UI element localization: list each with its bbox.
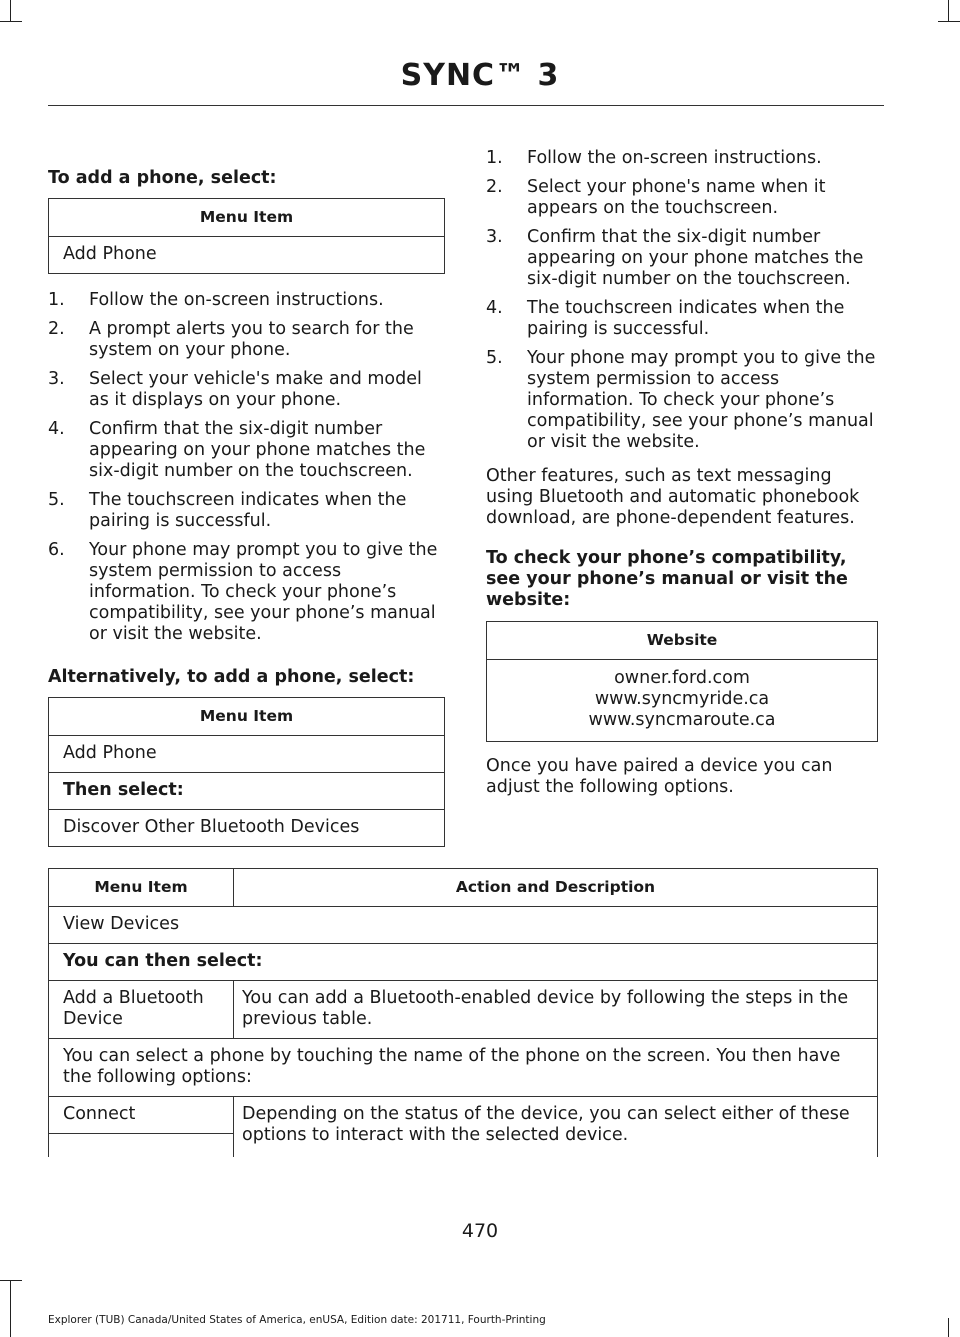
- website-link: owner.ford.com: [614, 668, 750, 688]
- options-table: [48, 868, 878, 1157]
- table-cell: Connect: [49, 1097, 234, 1134]
- table-cell: Depending on the status of the device, you can select either of these options to interact with the selected device.: [234, 1097, 878, 1158]
- header-divider: [48, 105, 884, 106]
- table-cell: You can then select:: [49, 944, 878, 981]
- list-item: 1. Follow the on-screen instructions.: [486, 148, 822, 168]
- list-item: 3. Select your vehicle's make and model as it displays on your phone.: [48, 369, 422, 410]
- table-header: Menu Item: [49, 698, 445, 736]
- page-header-title: SYNC™ 3: [400, 58, 560, 93]
- table-cell: View Devices: [49, 907, 878, 944]
- list-item: 2. A prompt alerts you to search for the system on your phone.: [48, 319, 414, 360]
- table-cell: Add a Bluetooth Device: [49, 981, 234, 1039]
- menu-table-1: [48, 198, 445, 274]
- list-item: 1. Follow the on-screen instructions.: [48, 290, 384, 310]
- footer-text: Explorer (TUB) Canada/United States of America, enUSA, Edition date: 201711, Fourth-Printing: [48, 1314, 546, 1326]
- steps-list-1: [48, 290, 445, 653]
- table-header: Menu Item: [49, 869, 234, 907]
- crop-mark: [0, 1280, 22, 1281]
- list-item: 5. The touchscreen indicates when the pairing is successful.: [48, 490, 407, 531]
- table-cell: [487, 660, 878, 742]
- table-header: Menu Item: [49, 199, 445, 237]
- page-number: 470: [461, 1220, 499, 1242]
- list-item: 5. Your phone may prompt you to give the system permission to access information. To check your phone’s compatibility, see your phone’s manual or visit the website.: [486, 348, 876, 452]
- table-cell: Add Phone: [49, 237, 445, 274]
- table-header: Action and Description: [234, 869, 878, 907]
- list-item: 3. Confirm that the six-digit number appearing on your phone matches the six-digit number on the touchscreen.: [486, 227, 864, 289]
- table-cell: Add Phone: [49, 736, 445, 773]
- list-item: 4. Confirm that the six-digit number appearing on your phone matches the six-digit number on the touchscreen.: [48, 419, 426, 481]
- website-link: www.syncmaroute.ca: [588, 710, 776, 730]
- crop-mark: [0, 21, 22, 22]
- table-header: Website: [487, 622, 878, 660]
- list-item: 2. Select your phone's name when it appears on the touchscreen.: [486, 177, 826, 218]
- steps-list-2: [486, 148, 878, 461]
- table-cell: [49, 1134, 234, 1158]
- table-cell: You can select a phone by touching the name of the phone on the screen. You then have the following options:: [49, 1039, 878, 1097]
- website-link: www.syncmyride.ca: [594, 689, 770, 709]
- section-heading: Alternatively, to add a phone, select:: [48, 667, 415, 687]
- crop-mark: [10, 1280, 11, 1337]
- table-cell: Then select:: [49, 773, 445, 810]
- crop-mark: [948, 0, 949, 22]
- list-item: 4. The touchscreen indicates when the pairing is successful.: [486, 298, 845, 339]
- crop-mark: [948, 1318, 949, 1337]
- body-paragraph: Once you have paired a device you can adjust the following options.: [486, 756, 833, 797]
- body-paragraph: Other features, such as text messaging using Bluetooth and automatic phonebook download, are phone-dependent features.: [486, 466, 860, 528]
- section-heading: To check your phone’s compatibility, see your phone’s manual or visit the website:: [486, 548, 848, 610]
- website-table: [486, 621, 878, 742]
- table-cell: You can add a Bluetooth-enabled device by following the steps in the previous table.: [234, 981, 878, 1039]
- menu-table-2: [48, 697, 445, 847]
- crop-mark: [938, 21, 960, 22]
- list-item: 6. Your phone may prompt you to give the system permission to access information. To check your phone’s compatibility, see your phone’s manual or visit the website.: [48, 540, 438, 644]
- crop-mark: [10, 0, 11, 22]
- section-heading: To add a phone, select:: [48, 168, 277, 188]
- table-cell: Discover Other Bluetooth Devices: [49, 810, 445, 847]
